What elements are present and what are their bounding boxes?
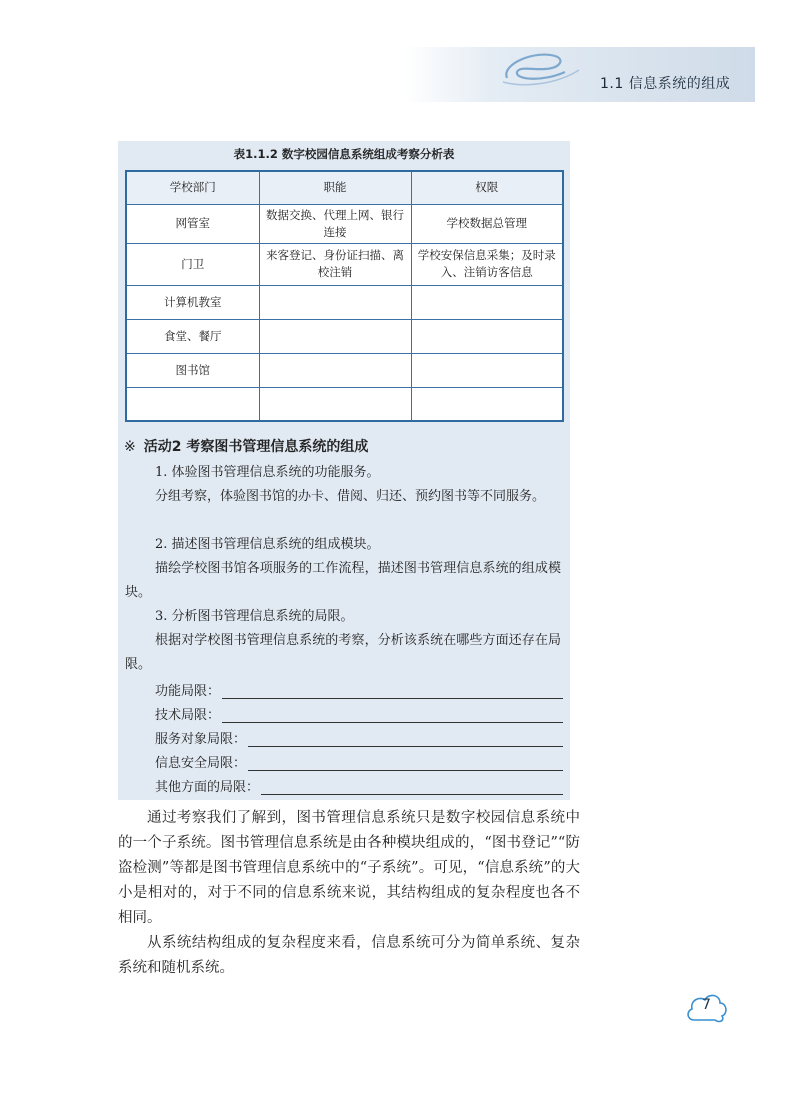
survey-table [125,170,564,422]
table-cell: 食堂、餐厅 [126,319,259,353]
table-cell [259,353,411,387]
step3-title: 3. 分析图书管理信息系统的局限。 [155,609,354,624]
page-number: 7 [702,997,711,1013]
table-cell: 数据交换、代理上网、银行连接 [259,204,411,243]
table-row [126,319,563,353]
table-header-department: 学校部门 [126,171,259,204]
fill-blank-line[interactable] [261,779,563,795]
fill-blank-other[interactable] [155,773,563,795]
table-cell: 计算机教室 [126,285,259,319]
table-cell [411,319,563,353]
fill-blank-service-target[interactable] [155,725,563,747]
table-cell: 学校数据总管理 [411,204,563,243]
table-cell: 来客登记、身份证扫描、离校注销 [259,243,411,285]
fill-blank-line[interactable] [248,755,563,771]
body-paragraph: 从系统结构组成的复杂程度来看，信息系统可分为简单系统、复杂系统和随机系统。 [118,935,580,976]
step1-text: 分组考察，体验图书馆的办卡、借阅、归还、预约图书等不同服务。 [155,489,546,504]
table-cell: 网管室 [126,204,259,243]
table-cell [411,353,563,387]
fill-blank-line[interactable] [248,731,563,747]
e-logo-swoosh-icon [495,42,585,92]
table-row [126,243,563,285]
fill-blank-label: 服务对象局限： [155,732,247,747]
table-cell: 学校安保信息采集；及时录入、注销访客信息 [411,243,563,285]
fill-blank-label: 技术局限： [155,708,221,723]
fill-blank-function[interactable] [155,677,563,699]
fill-blank-label: 信息安全局限： [155,756,247,771]
body-paragraph: 通过考察我们了解到，图书管理信息系统只是数字校园信息系统中的一个子系统。图书管理信息系统是由各种模块组成的，“图书登记”“防盗检测”等都是图书管理信息系统中的“子系统”。可见，“信息系统”的大小是相对的，对于不同的信息系统来说，其结构组成的复杂程度也各不相同。 [118,810,580,926]
fill-blank-technology[interactable] [155,701,563,723]
table-cell [126,387,259,421]
table-cell [411,387,563,421]
table-caption: 表1.1.2 数字校园信息系统组成考察分析表 [233,147,455,161]
table-cell [259,285,411,319]
activity-title: 活动2 考察图书管理信息系统的组成 [143,439,369,455]
table-cell [411,285,563,319]
reference-mark-icon: ※ [124,439,136,455]
table-row [126,387,563,421]
table-cell: 图书馆 [126,353,259,387]
fill-blank-line[interactable] [222,683,563,699]
fill-blank-line[interactable] [222,707,563,723]
table-row [126,353,563,387]
table-cell [259,319,411,353]
table-row [126,204,563,243]
fill-blank-security[interactable] [155,749,563,771]
activity-heading [124,436,368,456]
table-cell: 门卫 [126,243,259,285]
table-header-function: 职能 [259,171,411,204]
step1-title: 1. 体验图书管理信息系统的功能服务。 [155,465,380,480]
fill-blank-label: 其他方面的局限： [155,780,260,795]
table-row [126,285,563,319]
step2-title: 2. 描述图书管理信息系统的组成模块。 [155,537,380,552]
section-title: 1.1 信息系统的组成 [600,76,731,92]
fill-blank-label: 功能局限： [155,684,221,699]
step2-text: 描绘学校图书馆各项服务的工作流程，描述图书管理信息系统的组成模块。 [125,561,561,600]
table-cell [259,387,411,421]
table-header-permission: 权限 [411,171,563,204]
step3-text: 根据对学校图书管理信息系统的考察，分析该系统在哪些方面还存在局限。 [125,633,561,672]
